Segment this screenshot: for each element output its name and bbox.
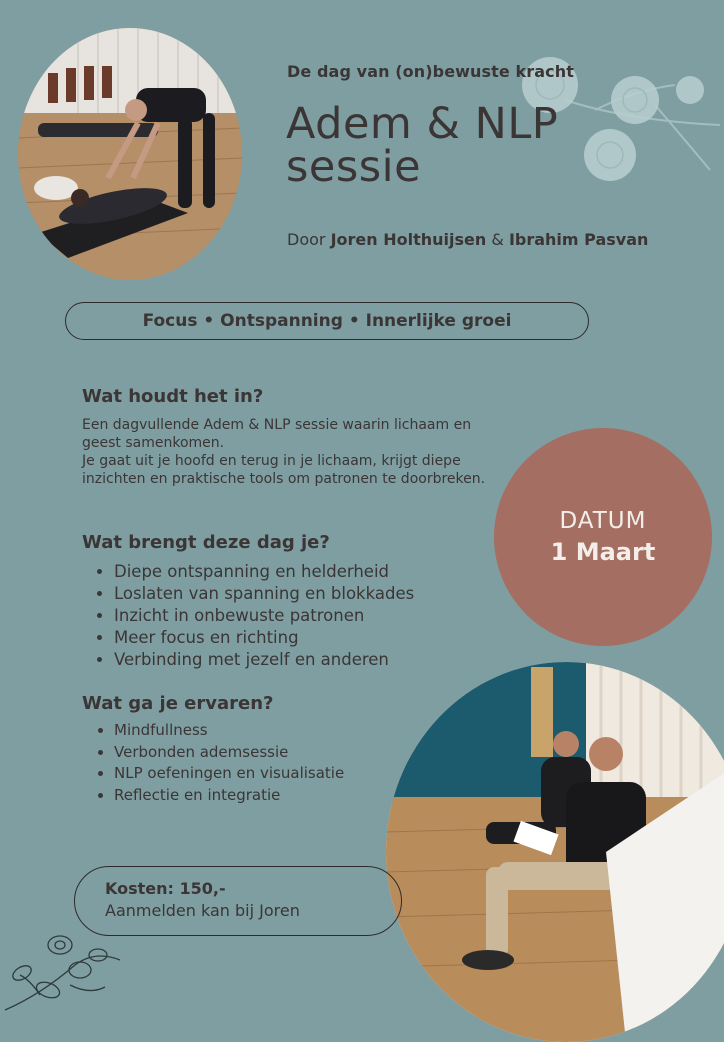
cost-text: Kosten: 150,-	[105, 879, 226, 898]
list-item: • Mindfullness	[114, 720, 344, 742]
list-item: • Verbinding met jezelf en anderen	[114, 649, 414, 671]
title-line-2: sessie	[286, 142, 422, 192]
list-item: • Reflectie en integratie	[114, 785, 344, 807]
intro-paragraph-2: Je gaat uit je hoofd en terug in je lichaam, krijgt diepe inzichten en praktische tools om patronen te doorbreken.	[82, 453, 486, 487]
list-item: • Diepe ontspanning en helderheid	[114, 561, 414, 583]
section-heading-what: Wat houdt het in?	[82, 386, 264, 407]
event-subtitle: De dag van (on)bewuste kracht	[287, 62, 574, 81]
signup-text: Aanmelden kan bij Joren	[105, 901, 300, 920]
date-badge	[494, 428, 712, 646]
benefits-list	[82, 561, 414, 671]
page-title	[286, 99, 559, 192]
date-value: 1 Maart	[550, 538, 656, 566]
cost-pill	[74, 866, 402, 936]
title-line-1: Adem & NLP	[286, 99, 559, 149]
authors-line	[287, 230, 648, 249]
experience-list	[82, 720, 344, 806]
author-1: Joren Holthuijsen	[330, 230, 487, 249]
tagline-pill: Focus • Ontspanning • Innerlijke groei	[65, 302, 589, 340]
list-item: • Meer focus en richting	[114, 627, 414, 649]
list-item: • Inzicht in onbewuste patronen	[114, 605, 414, 627]
session-photo-bottom	[386, 662, 724, 1042]
author-2: Ibrahim Pasvan	[508, 230, 649, 249]
section-heading-experience: Wat ga je ervaren?	[82, 693, 274, 714]
section-heading-benefits: Wat brengt deze dag je?	[82, 532, 330, 553]
date-label: DATUM	[559, 508, 647, 534]
session-photo-top	[18, 28, 242, 280]
list-item: • Loslaten van spanning en blokkades	[114, 583, 414, 605]
list-item: • Verbonden ademsessie	[114, 742, 344, 764]
authors-and: &	[491, 230, 504, 249]
intro-text	[82, 416, 512, 488]
list-item: • NLP oefeningen en visualisatie	[114, 763, 344, 785]
intro-paragraph-1: Een dagvullende Adem & NLP sessie waarin lichaam en geest samenkomen.	[82, 417, 472, 451]
flower-sketch-icon	[0, 925, 125, 1020]
authors-prefix: Door	[287, 230, 326, 249]
